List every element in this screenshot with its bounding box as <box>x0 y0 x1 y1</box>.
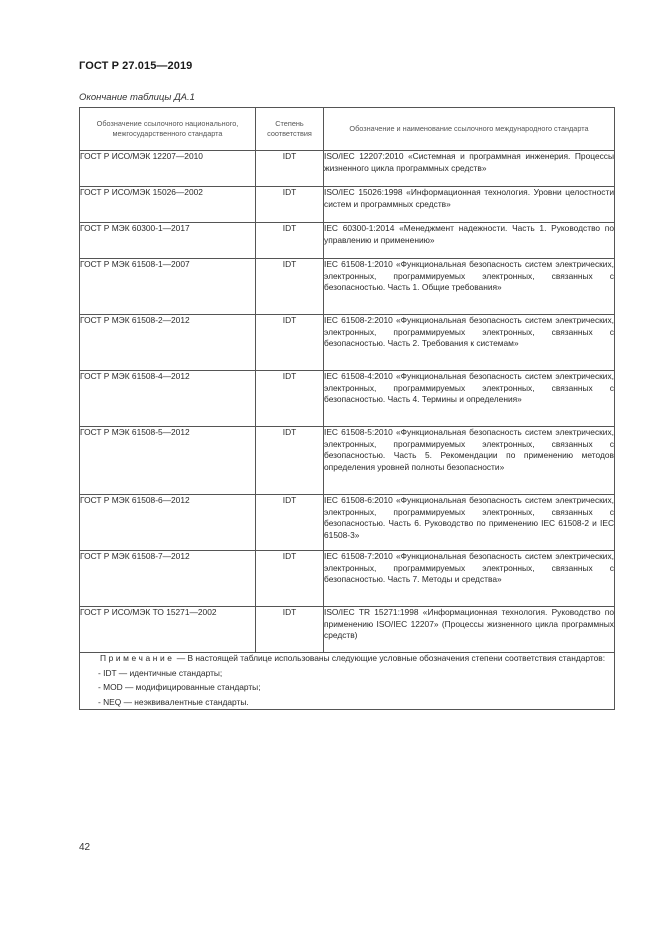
note-item-neq: - NEQ — неэквивалентные стандарты. <box>98 697 249 708</box>
note-item-mod: - MOD — модифицированные стандарты; <box>98 682 261 693</box>
table-row <box>80 607 615 653</box>
header-international-standard: Обозначение и наименование ссылочного международного стандарта <box>324 108 615 151</box>
table-note <box>80 653 615 710</box>
national-standard-cell: ГОСТ Р МЭК 61508-5—2012 <box>80 427 256 495</box>
national-standard-cell: ГОСТ Р ИСО/МЭК ТО 15271—2002 <box>80 607 256 653</box>
international-standard-cell: IEC 61508-7:2010 «Функциональная безопасность систем электрических, электронных, программируемых электронных, связанных с безопасностью. Часть 7. Методы и средства» <box>324 551 615 607</box>
international-standard-cell: IEC 61508-2:2010 «Функциональная безопасность систем электрических, электронных, программируемых электронных, связанных с безопасностью. Часть 2. Требования к системам» <box>324 315 615 371</box>
international-standard-cell: IEC 60300-1:2014 «Менеджмент надежности. Часть 1. Руководство по управлению и применению» <box>324 223 615 259</box>
national-standard-cell: ГОСТ Р МЭК 61508-1—2007 <box>80 259 256 315</box>
compliance-degree-cell: IDT <box>256 495 324 551</box>
national-standard-cell: ГОСТ Р МЭК 60300-1—2017 <box>80 223 256 259</box>
table-row <box>80 427 615 495</box>
national-standard-cell: ГОСТ Р МЭК 61508-4—2012 <box>80 371 256 427</box>
international-standard-cell: ISO/IEC 12207:2010 «Системная и программная инженерия. Процессы жизненного цикла программных средств» <box>324 151 615 187</box>
reference-standards-table <box>79 107 615 710</box>
table-note-row <box>80 653 615 710</box>
table-row <box>80 187 615 223</box>
international-standard-cell: ISO/IEC 15026:1998 «Информационная технология. Уровни целостности систем и программных средств» <box>324 187 615 223</box>
table-row <box>80 495 615 551</box>
table-row <box>80 151 615 187</box>
document-header: ГОСТ Р 27.015—2019 <box>79 60 193 72</box>
compliance-degree-cell: IDT <box>256 371 324 427</box>
compliance-degree-cell: IDT <box>256 427 324 495</box>
table-row <box>80 223 615 259</box>
header-national-standard: Обозначение ссылочного национального, межгосударственного стандарта <box>80 108 256 151</box>
table-row <box>80 315 615 371</box>
national-standard-cell: ГОСТ Р ИСО/МЭК 15026—2002 <box>80 187 256 223</box>
international-standard-cell: IEC 61508-5:2010 «Функциональная безопасность систем электрических, электронных, программируемых электронных, связанных с безопасностью. Часть 5. Рекомендации по применению методов определения уровней полноты безопасности» <box>324 427 615 495</box>
compliance-degree-cell: IDT <box>256 315 324 371</box>
table-row <box>80 371 615 427</box>
international-standard-cell: IEC 61508-6:2010 «Функциональная безопасность систем электрических, электронных, программируемых электронных, связанных с безопасностью. Часть 6. Руководство по применению IEC 61508-2 и IEC 61508-3» <box>324 495 615 551</box>
international-standard-cell: ISO/IEC TR 15271:1998 «Информационная технология. Руководство по применению ISO/IEC 12207» (Процессы жизненного цикла программных средств) <box>324 607 615 653</box>
compliance-degree-cell: IDT <box>256 607 324 653</box>
table-header-row <box>80 108 615 151</box>
national-standard-cell: ГОСТ Р МЭК 61508-6—2012 <box>80 495 256 551</box>
note-text <box>80 653 614 665</box>
national-standard-cell: ГОСТ Р ИСО/МЭК 12207—2010 <box>80 151 256 187</box>
national-standard-cell: ГОСТ Р МЭК 61508-7—2012 <box>80 551 256 607</box>
compliance-degree-cell: IDT <box>256 551 324 607</box>
note-item-idt: - IDT — идентичные стандарты; <box>98 667 223 678</box>
header-compliance-degree: Степень соответствия <box>256 108 324 151</box>
table-row <box>80 551 615 607</box>
international-standard-cell: IEC 61508-1:2010 «Функциональная безопасность систем электрических, электронных, программируемых электронных, связанных с безопасностью. Часть 1. Общие требования» <box>324 259 615 315</box>
table-row <box>80 259 615 315</box>
international-standard-cell: IEC 61508-4:2010 «Функциональная безопасность систем электрических, электронных, программируемых электронных, связанных с безопасностью. Часть 4. Термины и определения» <box>324 371 615 427</box>
compliance-degree-cell: IDT <box>256 223 324 259</box>
compliance-degree-cell: IDT <box>256 187 324 223</box>
note-label: Примечание <box>100 653 175 663</box>
compliance-degree-cell: IDT <box>256 151 324 187</box>
note-body: — В настоящей таблице использованы следующие условные обозначения степени соответствия стандартов: <box>174 653 606 663</box>
page-number: 42 <box>79 842 91 853</box>
compliance-degree-cell: IDT <box>256 259 324 315</box>
table-caption: Окончание таблицы ДА.1 <box>79 92 195 103</box>
national-standard-cell: ГОСТ Р МЭК 61508-2—2012 <box>80 315 256 371</box>
